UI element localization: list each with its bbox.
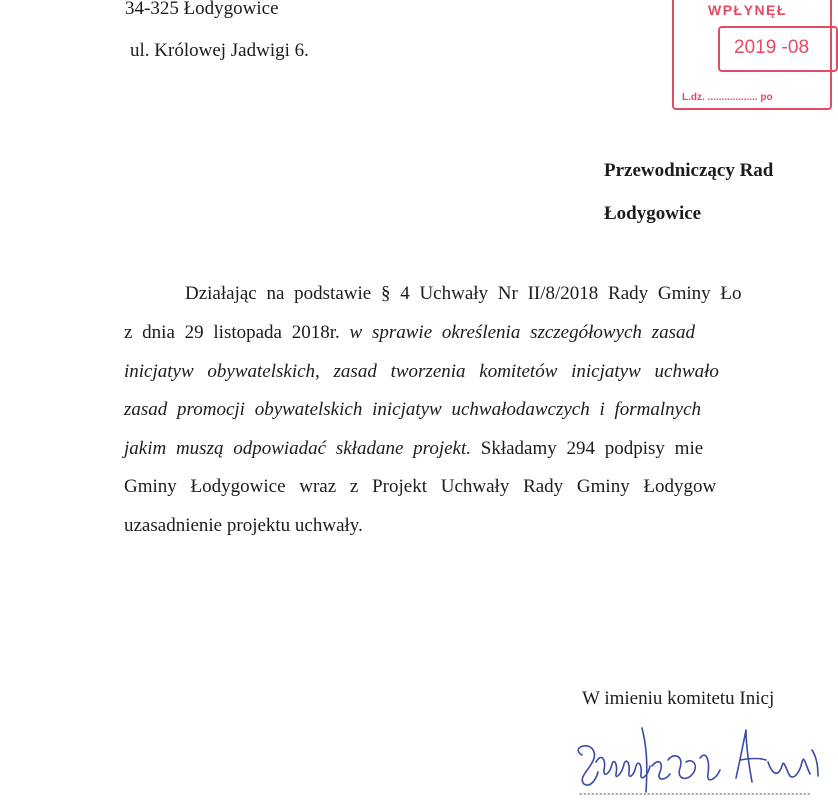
body-line-4	[124, 399, 701, 421]
stamp-date: 2019 -08	[734, 37, 810, 58]
body-line-2-plain: z dnia 29 listopada 2018r.	[124, 322, 340, 343]
stamp-ldz-line: L.dz. .................. po	[682, 92, 773, 103]
received-stamp	[672, 0, 832, 110]
body-line-3-italic: inicjatyw obywatelskich, zasad tworzenia komitetów inicjatyw uchwało	[124, 361, 719, 382]
body-line-1: Działając na podstawie § 4 Uchwały Nr II/8/2018 Rady Gminy Ło	[185, 283, 742, 304]
addressee-place: Łodygowice	[604, 203, 702, 224]
stamp-date-box	[718, 26, 838, 72]
stamp-title: WPŁYNĘŁ	[708, 2, 787, 18]
body-line-6: Gminy Łodygowice wraz z Projekt Uchwały Rady Gminy Łodygow	[124, 476, 717, 497]
body-line-5-plain: Składamy 294 podpisy mie	[480, 438, 704, 459]
handwritten-signature	[560, 700, 820, 800]
address-postal-code-city: 34-325 Łodygowice	[125, 0, 279, 19]
body-line-5-italic: jakim muszą odpowiadać składane projekt.	[124, 438, 472, 459]
body-line-3	[124, 361, 719, 383]
body-line-5	[124, 438, 703, 460]
body-line-2	[124, 322, 695, 344]
body-line-4-italic: zasad promocji obywatelskich inicjatyw uchwałodawczych i formalnych	[124, 399, 702, 420]
committee-signature-caption: W imieniu komitetu Inicj	[582, 688, 775, 709]
address-street: ul. Królowej Jadwigi 6.	[130, 40, 309, 61]
body-line-2-italic: w sprawie określenia szczegółowych zasad	[349, 322, 695, 343]
addressee-title: Przewodniczący Rad	[604, 160, 774, 181]
body-line-7: uzasadnienie projektu uchwały.	[124, 515, 363, 536]
